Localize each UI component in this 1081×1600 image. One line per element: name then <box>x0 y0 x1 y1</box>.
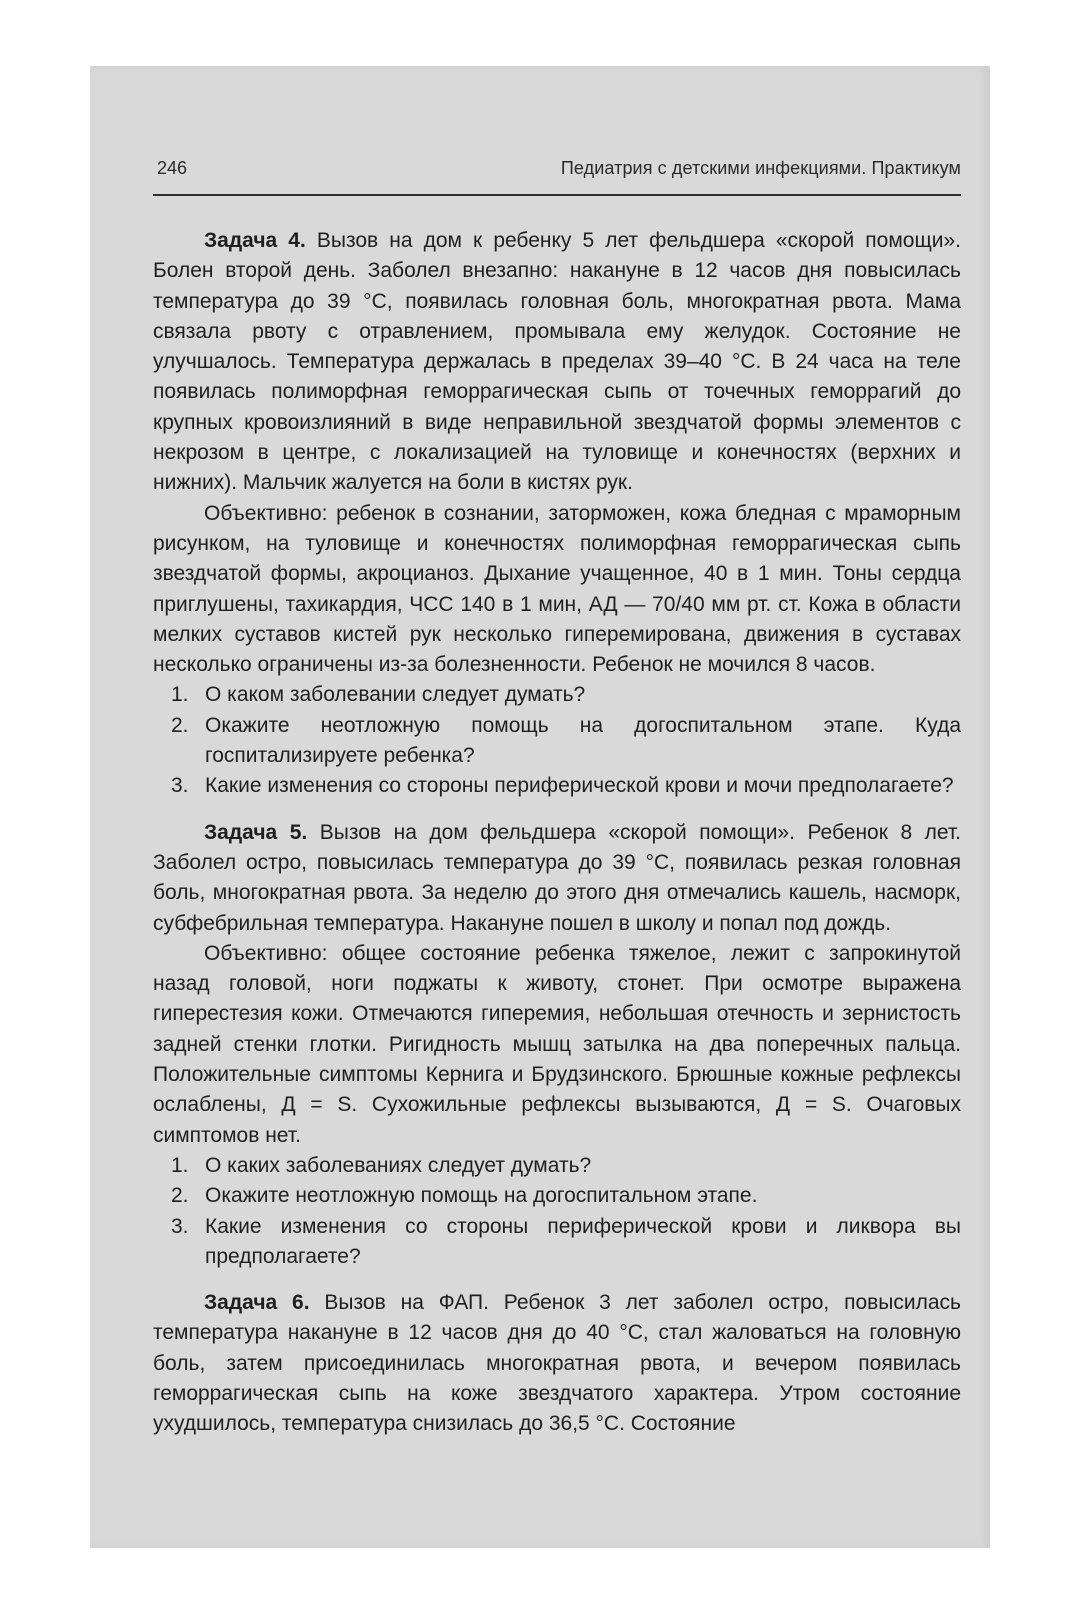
task-text: Вызов на дом фельдшера «скорой помощи». Ребенок 8 лет. Заболел остро, повысилась температура до 39 °С, появилась резкая головная боль, многократная рвота. За неделю до этого дня отмечались кашель, насморк, субфебрильная температура. Накануне пошел в школу и попал под дождь. <box>153 820 961 935</box>
header-rule <box>153 194 961 196</box>
question-item <box>153 1181 961 1211</box>
question-text: Какие изменения со стороны периферической крови и ликвора вы предполагаете? <box>205 1214 961 1268</box>
task-title: Задача 6. <box>204 1291 310 1315</box>
question-number: 1. <box>171 1153 189 1177</box>
task-6-intro <box>153 1288 961 1439</box>
page-header <box>153 158 961 188</box>
question-text: Окажите неотложную помощь на догоспитальном этапе. <box>205 1184 758 1208</box>
task-separator <box>153 1272 961 1288</box>
task-5 <box>153 818 961 1272</box>
question-number: 2. <box>171 1184 189 1208</box>
question-item <box>153 1212 961 1273</box>
question-list <box>153 680 961 801</box>
question-item <box>153 771 961 801</box>
task-6 <box>153 1288 961 1439</box>
question-item <box>153 1151 961 1181</box>
task-4-objective: Объективно: ребенок в сознании, заторможен, кожа бледная с мраморным рисунком, на туловище и конечностях полиморфная геморрагическая сыпь звездчатой формы, акроцианоз. Дыхание учащенное, 40 в 1 мин. Тоны сердца приглушены, тахикардия, ЧСС 140 в 1 мин, АД — 70/40 мм рт. ст. Кожа в области мелких суставов кистей рук несколько гиперемирована, движения в суставах несколько ограничены из-за болезненности. Ребенок не мочился 8 часов. <box>153 501 961 677</box>
task-separator <box>153 802 961 818</box>
question-number: 3. <box>171 774 189 798</box>
question-item <box>153 711 961 772</box>
question-item <box>153 680 961 710</box>
question-text: Окажите неотложную помощь на догоспитальном этапе. Куда госпитализируете ребенка? <box>205 713 961 768</box>
task-5-objective: Объективно: общее состояние ребенка тяжелое, лежит с запрокинутой назад головой, ноги поджаты к животу, стонет. При осмотре выражена гиперестезия кожи. Отмечаются гиперемия, небольшая отечность и зернистость задней стенки глотки. Ригидность мышц затылка на два поперечных пальца. Положительные симптомы Кернига и Брудзинского. Брюшные кожные рефлексы ослаблены, Д = S. Сухожильные рефлексы вызываются, Д = S. Очаговых симптомов нет. <box>153 941 961 1147</box>
page-body <box>153 226 961 1440</box>
running-title: Педиатрия с детскими инфекциями. Практикум <box>560 158 961 178</box>
question-list <box>153 1151 961 1272</box>
question-number: 1. <box>171 683 189 707</box>
question-number: 2. <box>171 713 189 737</box>
task-text: Вызов на дом к ребенку 5 лет фельдшера «скорой помощи». Болен второй день. Заболел внезапно: накануне в 12 часов дня повысилась температура до 39 °С, появилась головная боль, многократная рвота. Мама связала рвоту с отравлением, промывала ему желудок. Состояние не улучшалось. Температура держалась в пределах 39–40 °С. В 24 часа на теле появилась полиморфная геморрагическая сыпь от точечных геморрагий до крупных кровоизлияний в виде неправильной звездчатой формы элементов с некрозом в центре, с локализацией на туловище и конечностях (верхних и нижних). Мальчик жалуется на боли в кистях рук. <box>153 229 961 495</box>
task-4 <box>153 226 961 802</box>
question-text: Какие изменения со стороны периферической крови и мочи предполагаете? <box>205 774 954 798</box>
task-4-intro <box>153 226 961 499</box>
task-title: Задача 4. <box>204 229 306 252</box>
page-number: 246 <box>157 158 188 178</box>
task-5-intro <box>153 818 961 939</box>
question-text: О каком заболевании следует думать? <box>205 683 586 707</box>
task-text: Вызов на ФАП. Ребенок 3 лет заболел остро, повысилась температура накануне в 12 часов дня до 40 °С, стал жаловаться на головную боль, затем присоединилась многократная рвота, и вечером появилась геморрагическая сыпь на коже звездчатого характера. Утром состояние ухудшилось, температура снизилась до 36,5 °С. Состояние <box>153 1291 961 1436</box>
question-text: О каких заболеваниях следует думать? <box>205 1153 592 1177</box>
question-number: 3. <box>171 1214 189 1238</box>
task-title: Задача 5. <box>204 820 308 844</box>
